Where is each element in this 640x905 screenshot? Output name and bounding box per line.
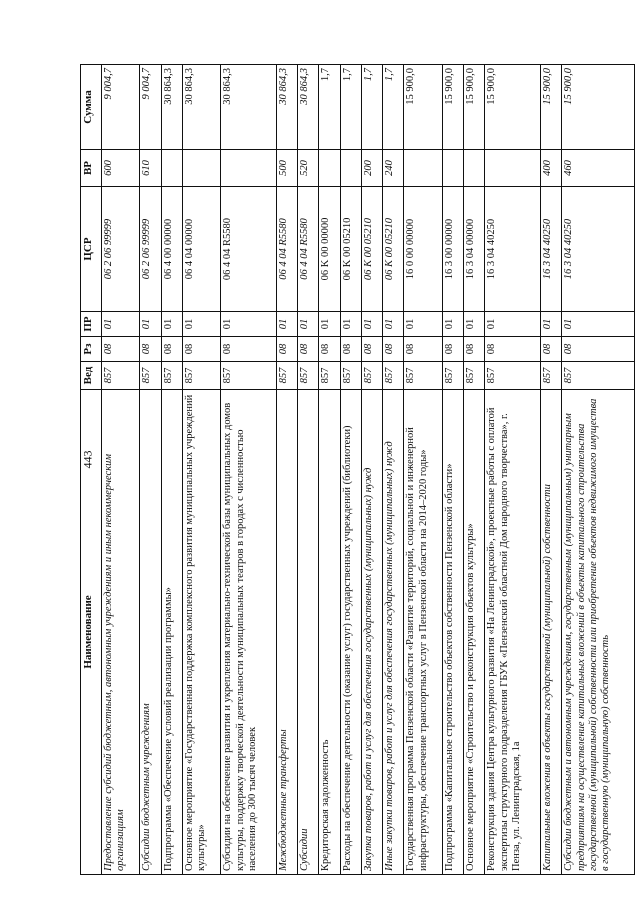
cell-pr: 01: [464, 312, 485, 337]
cell-sum: 30 864,3: [298, 65, 319, 150]
cell-pr: 01: [540, 312, 561, 337]
cell-pr: 01: [485, 312, 541, 337]
cell-pr: 01: [442, 312, 463, 337]
cell-ved: 857: [221, 362, 277, 390]
cell-vr: 610: [140, 150, 161, 187]
cell-pr: 01: [298, 312, 319, 337]
cell-rz: 08: [383, 337, 404, 362]
cell-name: Субсидии на обеспечение развития и укрепления материально-технической базы муниципальных домов культуры, поддержку творческой деятельности муниципальных театров в городах с численностью населения до 300 тысяч человек: [221, 390, 277, 875]
cell-name: Подпрограмма «Капитальное строительство объектов собственности Пензенской области»: [442, 390, 463, 875]
cell-ved: 857: [464, 362, 485, 390]
cell-sum: 1,7: [361, 65, 382, 150]
cell-sum: 9 004,7: [102, 65, 140, 150]
cell-vr: 240: [383, 150, 404, 187]
cell-vr: [182, 150, 220, 187]
table-row: [340, 65, 361, 875]
cell-vr: [464, 150, 485, 187]
cell-csr: 06 4 04 00000: [182, 187, 220, 312]
table-row: [442, 65, 463, 875]
cell-csr: 06 K 00 05210: [361, 187, 382, 312]
cell-ved: 857: [485, 362, 541, 390]
cell-ved: 857: [161, 362, 182, 390]
cell-csr: 06 4 04 R5580: [298, 187, 319, 312]
table-row: [319, 65, 340, 875]
cell-sum: 15 900,0: [562, 65, 635, 150]
cell-rz: 08: [442, 337, 463, 362]
table-row: [485, 65, 541, 875]
table-row: [464, 65, 485, 875]
cell-sum: 15 900,0: [442, 65, 463, 150]
cell-pr: 01: [319, 312, 340, 337]
cell-name: Субсидии бюджетным и автономным учреждениям, государственным (муниципальным) унитарным предприятиям на осуществление капитальных вложений в объекты капитального строительства государственной (муниципальной) собственности или приобретение объектов недвижимого имущества в государственную (муниципальную) собственность: [562, 390, 635, 875]
cell-csr: 06 4 00 00000: [161, 187, 182, 312]
cell-ved: 857: [319, 362, 340, 390]
col-header-ved: Вед: [81, 362, 102, 390]
cell-vr: 600: [102, 150, 140, 187]
cell-rz: 08: [562, 337, 635, 362]
cell-csr: 06 K 00 05210: [340, 187, 361, 312]
cell-rz: 08: [140, 337, 161, 362]
cell-rz: 08: [182, 337, 220, 362]
cell-sum: 15 900,0: [540, 65, 561, 150]
budget-table: [80, 64, 635, 875]
cell-csr: 06 K 00 00000: [319, 187, 340, 312]
cell-pr: 01: [361, 312, 382, 337]
cell-vr: 400: [540, 150, 561, 187]
cell-sum: 1,7: [319, 65, 340, 150]
cell-rz: 08: [540, 337, 561, 362]
cell-vr: 460: [562, 150, 635, 187]
cell-name: Иные закупки товаров, работ и услуг для обеспечения государственных (муниципальных) нужд: [383, 390, 404, 875]
cell-rz: 08: [361, 337, 382, 362]
cell-name: Предоставление субсидий бюджетным, автономным учреждениям и иным некоммерческим организациям: [102, 390, 140, 875]
cell-sum: 15 900,0: [464, 65, 485, 150]
cell-sum: 30 864,3: [221, 65, 277, 150]
cell-pr: 01: [221, 312, 277, 337]
cell-ved: 857: [361, 362, 382, 390]
cell-rz: 08: [298, 337, 319, 362]
cell-ved: 857: [340, 362, 361, 390]
cell-sum: 1,7: [340, 65, 361, 150]
cell-sum: 9 004,7: [140, 65, 161, 150]
cell-csr: 06 4 04 R5580: [276, 187, 297, 312]
cell-pr: 01: [340, 312, 361, 337]
cell-rz: 08: [485, 337, 541, 362]
cell-csr: 16 3 00 00000: [442, 187, 463, 312]
cell-csr: 06 4 04 R5580: [221, 187, 277, 312]
col-header-rz: Рз: [81, 337, 102, 362]
table-row: [383, 65, 404, 875]
cell-name: Реконструкция здания Центра культурного развития «На Ленинградской», проектные работы с оплатой экспертизы структурного подразделения ГБУК «Пензенский областной Дом народного творчества», г. Пенза, ул. Ленинградская, 1а: [485, 390, 541, 875]
cell-ved: 857: [140, 362, 161, 390]
table-row: [276, 65, 297, 875]
cell-rz: 08: [276, 337, 297, 362]
cell-name: Субсидии бюджетным учреждениям: [140, 390, 161, 875]
cell-ved: 857: [298, 362, 319, 390]
cell-sum: 30 864,3: [182, 65, 220, 150]
cell-name: Государственная программа Пензенской области «Развитие территорий, социальной и инженерной инфраструктуры, обеспечение транспортных услуг в Пензенской области на 2014–2020 годы»: [404, 390, 442, 875]
cell-ved: 857: [383, 362, 404, 390]
cell-vr: 520: [298, 150, 319, 187]
cell-rz: 08: [340, 337, 361, 362]
cell-vr: [221, 150, 277, 187]
cell-csr: 16 3 04 40250: [485, 187, 541, 312]
table-row: [102, 65, 140, 875]
cell-pr: 01: [562, 312, 635, 337]
cell-rz: 08: [464, 337, 485, 362]
cell-ved: 857: [276, 362, 297, 390]
cell-vr: 500: [276, 150, 297, 187]
cell-sum: 15 900,0: [485, 65, 541, 150]
table-row: [298, 65, 319, 875]
table-body: [102, 65, 635, 875]
cell-vr: 200: [361, 150, 382, 187]
cell-csr: 16 3 04 40250: [540, 187, 561, 312]
cell-sum: 30 864,3: [161, 65, 182, 150]
cell-csr: 16 3 04 00000: [464, 187, 485, 312]
cell-ved: 857: [442, 362, 463, 390]
table-row: [562, 65, 635, 875]
cell-name: Кредиторская задолженность: [319, 390, 340, 875]
col-header-pr: ПР: [81, 312, 102, 337]
table-header-row: [81, 65, 102, 875]
cell-vr: [404, 150, 442, 187]
cell-csr: 16 0 00 00000: [404, 187, 442, 312]
table-row: [404, 65, 442, 875]
cell-ved: 857: [540, 362, 561, 390]
table-row: [140, 65, 161, 875]
table-row: [361, 65, 382, 875]
cell-name: Закупка товаров, работ и услуг для обеспечения государственных (муниципальных) нужд: [361, 390, 382, 875]
cell-pr: 01: [404, 312, 442, 337]
cell-rz: 08: [221, 337, 277, 362]
cell-name: Подпрограмма «Обеспечение условий реализации программы»: [161, 390, 182, 875]
cell-csr: 16 3 04 40250: [562, 187, 635, 312]
col-header-name: Наименование: [81, 390, 102, 875]
col-header-csr: ЦСР: [81, 187, 102, 312]
cell-pr: 01: [182, 312, 220, 337]
cell-vr: [442, 150, 463, 187]
rotated-page: [80, 65, 635, 875]
page-number: 443: [80, 450, 95, 469]
cell-csr: 06 2 06 99999: [140, 187, 161, 312]
cell-vr: [319, 150, 340, 187]
cell-name: Основное мероприятие «Строительство и реконструкция объектов культуры»: [464, 390, 485, 875]
cell-ved: 857: [562, 362, 635, 390]
cell-pr: 01: [102, 312, 140, 337]
cell-rz: 08: [102, 337, 140, 362]
cell-name: Межбюджетные трансферты: [276, 390, 297, 875]
cell-pr: 01: [276, 312, 297, 337]
cell-sum: 1,7: [383, 65, 404, 150]
cell-ved: 857: [404, 362, 442, 390]
cell-pr: 01: [383, 312, 404, 337]
cell-sum: 15 900,0: [404, 65, 442, 150]
table-row: [540, 65, 561, 875]
cell-vr: [340, 150, 361, 187]
col-header-sum: Сумма: [81, 65, 102, 150]
cell-pr: 01: [140, 312, 161, 337]
table-row: [182, 65, 220, 875]
cell-rz: 08: [404, 337, 442, 362]
cell-vr: [485, 150, 541, 187]
cell-ved: 857: [102, 362, 140, 390]
cell-name: Субсидии: [298, 390, 319, 875]
cell-pr: 01: [161, 312, 182, 337]
cell-rz: 08: [319, 337, 340, 362]
cell-rz: 08: [161, 337, 182, 362]
cell-name: Капитальные вложения в объекты государственной (муниципальной) собственности: [540, 390, 561, 875]
cell-name: Основное мероприятие «Государственная поддержка комплексного развития муниципальных учреждений культуры»: [182, 390, 220, 875]
cell-csr: 06 K 00 05210: [383, 187, 404, 312]
cell-ved: 857: [182, 362, 220, 390]
col-header-vr: ВР: [81, 150, 102, 187]
cell-name: Расходы на обеспечение деятельности (оказание услуг) государственных учреждений (библиотеки): [340, 390, 361, 875]
table-row: [161, 65, 182, 875]
cell-vr: [161, 150, 182, 187]
cell-sum: 30 864,3: [276, 65, 297, 150]
cell-csr: 06 2 06 99999: [102, 187, 140, 312]
table-row: [221, 65, 277, 875]
